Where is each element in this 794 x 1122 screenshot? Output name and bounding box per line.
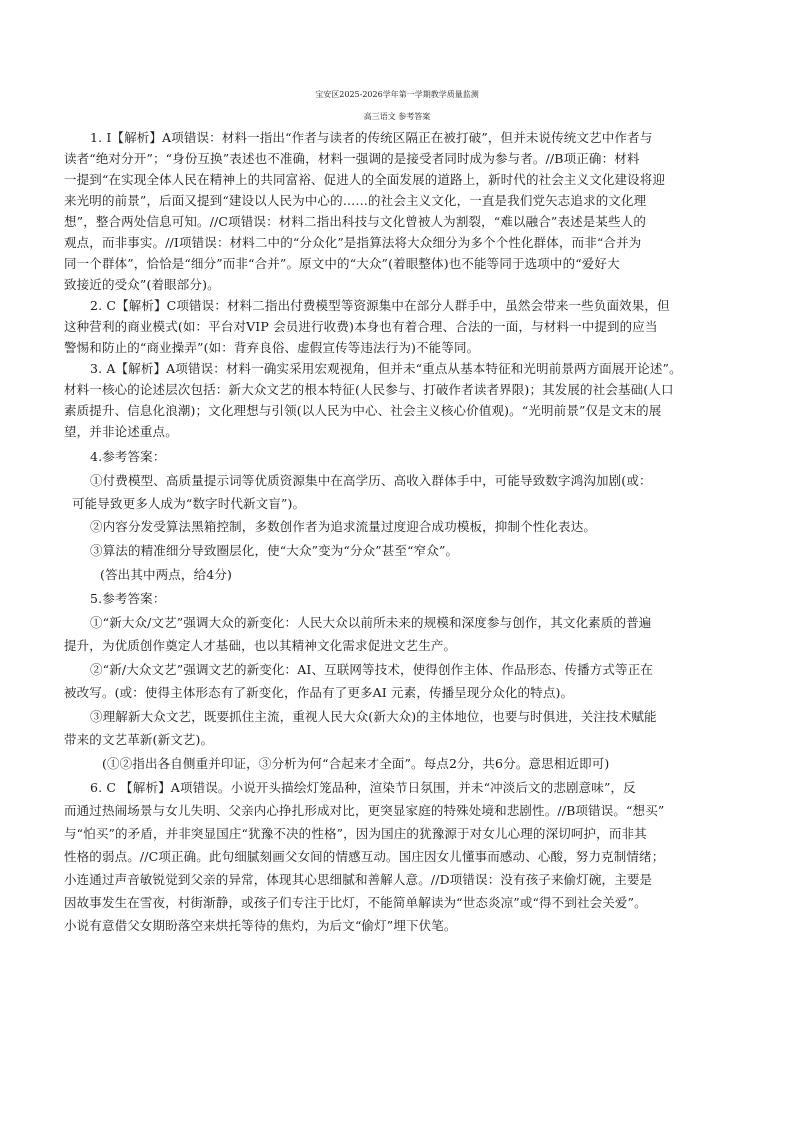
q5-scoring-note: (①②指出各自侧重并印证，③分析为何“合起来才全面”。每点2分，共6分。意思相近即可) — [102, 756, 610, 771]
q4-scoring-note: (答出其中两点，给4分) — [100, 567, 233, 582]
q5-point-2: ②“新/大众文艺”强调文艺的新变化：AI、互联网等技术，使得创作主体、作品形态、传播方式等正在 — [90, 662, 654, 677]
q4-point-3: ③算法的精准细分导致圈层化，使“大众”变为“分众”甚至“窄众”。 — [90, 543, 459, 558]
q1-line-1: 1. I【解析】A项错误：材料一指出“作者与读者的传统区隔正在被打破”，但并未说传统文艺中作者与 — [90, 130, 653, 145]
q3-line-3: 素质提升、信息化浪潮)；文化理想与引领(以人民为中心、社会主义核心价值观)。“光明前景”仅是文末的展 — [64, 403, 662, 418]
q5-point-1: ①“新大众/文艺”强调大众的新变化：人民大众以前所未来的规模和深度参与创作，其文化素质的普遍 — [90, 615, 652, 630]
q5-heading: 5.参考答案： — [90, 591, 166, 606]
q1-line-6: 观点，而非事实。//I项错误：材料二中的“分众化”是指算法将大众细分为多个个性化群体，而非“合并为 — [64, 235, 642, 250]
q3-line-2: 材料一核心的论述层次包括：新大众文艺的根本特征(人民参与、打破作者读者界限)；其发展的社会基础(人口 — [64, 382, 674, 397]
q5-point-1-cont: 提升，为优质创作奠定人才基础，也以其精神文化需求促进文艺生产。 — [64, 638, 457, 653]
q5-point-2-cont: 被改写。(或：使得主体形态有了新变化，作品有了更多AI 元素，传播呈现分众化的特点)。 — [64, 685, 574, 700]
q2-line-1: 2. C【解析】C项错误：材料二指出付费模型等资源集中在部分人群手中，虽然会带来一些负面效果，但 — [90, 298, 670, 313]
q5-point-3: ③理解新大众文艺，既要抓住主流，重视人民大众(新大众)的主体地位，也要与时俱进，关注技术赋能 — [90, 709, 657, 724]
q4-heading: 4.参考答案： — [90, 449, 166, 464]
q6-line-1: 6. C 【解析】A项错误。小说开头描绘灯笼品种，渲染节日氛围，并未“冲淡后文的悲剧意味”，反 — [90, 780, 636, 795]
q4-point-1: ①付费模型、高质量提示词等优质资源集中在高学历、高收入群体手中，可能导致数字鸿沟加剧(或： — [90, 473, 652, 488]
q6-line-7: 小说有意借父女期盼落空来烘托等待的焦灼，为后文“偷灯”埋下伏笔。 — [64, 918, 457, 933]
q6-line-2: 而通过热闹场景与女儿失明、父亲内心挣扎形成对比，更突显家庭的特殊处境和悲剧性。//B项错误。“想买” — [64, 803, 665, 818]
q4-point-2: ②内容分发受算法黑箱控制，多数创作者为追求流量过度迎合成功模板，抑制个性化表达。 — [90, 519, 597, 534]
q6-line-6: 因故事发生在雪夜，村街渐静，或孩子们专注于比灯，不能简单解读为“世态炎凉”或“得不到社会关爱”。 — [64, 895, 647, 910]
q5-point-3-cont: 带来的文艺革新(新文艺)。 — [64, 732, 214, 747]
q3-line-4: 望，并非论述重点。 — [64, 424, 178, 439]
q3-line-1: 3. A【解析】A项错误：材料一确实采用宏观视角，但并未“重点从基本特征和光明前景两方面展开论述”。 — [90, 361, 682, 376]
q4-point-1-cont: 可能导致更多人成为“数字时代新文盲”)。 — [72, 496, 306, 511]
q1-line-8: 致接近的受众”(着眼部分)。 — [64, 277, 220, 292]
document-title: 宝安区2025-2026学年第一学期教学质量监测 — [315, 90, 479, 99]
q2-line-2: 这种营利的商业模式(如：平台对VIP 会员进行收费)本身也有着合理、合法的一面，与材料一中提到的应当 — [64, 319, 658, 334]
q6-line-4: 性格的弱点。//C项正确。此句细腻刻画父女间的情感互动。国庄因女儿懂事而感动、心酸，努力克制情绪； — [64, 849, 665, 864]
q6-line-5: 小连通过声音敏锐觉到父亲的异常，体现其心思细腻和善解人意。//D项错误：没有孩子来偷灯碗，主要是 — [64, 872, 653, 887]
q1-line-7: 同一个群体”，恰恰是“细分”而非“合并”。原文中的“大众”(着眼整体)也不能等同于选项中的“爱好大 — [64, 256, 620, 271]
q2-line-3: 警惕和防止的“商业操弄”(如：背弃良俗、虚假宣传等违法行为)不能等同。 — [64, 340, 480, 355]
document-subtitle: 高三语文 参考答案 — [363, 112, 431, 121]
q6-line-3: 与“怕买”的矛盾，并非突显国庄“犹豫不决的性格”，因为国庄的犹豫源于对女儿心理的深切呵护，而非其 — [64, 826, 647, 841]
q1-line-3: 一提到“在实现全体人民在精神上的共同富裕、促进人的全面发展的道路上，新时代的社会主义文化建设将迎 — [64, 172, 666, 187]
q1-line-2: 读者“绝对分开”；“身份互换”表述也不准确，材料一强调的是接受者同时成为参与者。//B项正确：材料 — [64, 151, 640, 166]
q1-line-4: 来光明的前景”，后面又提到“建设以人民为中心的……的社会主义文化，一直是我们党矢志追求的文化理 — [64, 193, 647, 208]
q1-line-5: 想”，整合两处信息可知。//C项错误：材料二指出科技与文化曾被人为割裂，“难以融合”表述是某些人的 — [64, 214, 647, 229]
